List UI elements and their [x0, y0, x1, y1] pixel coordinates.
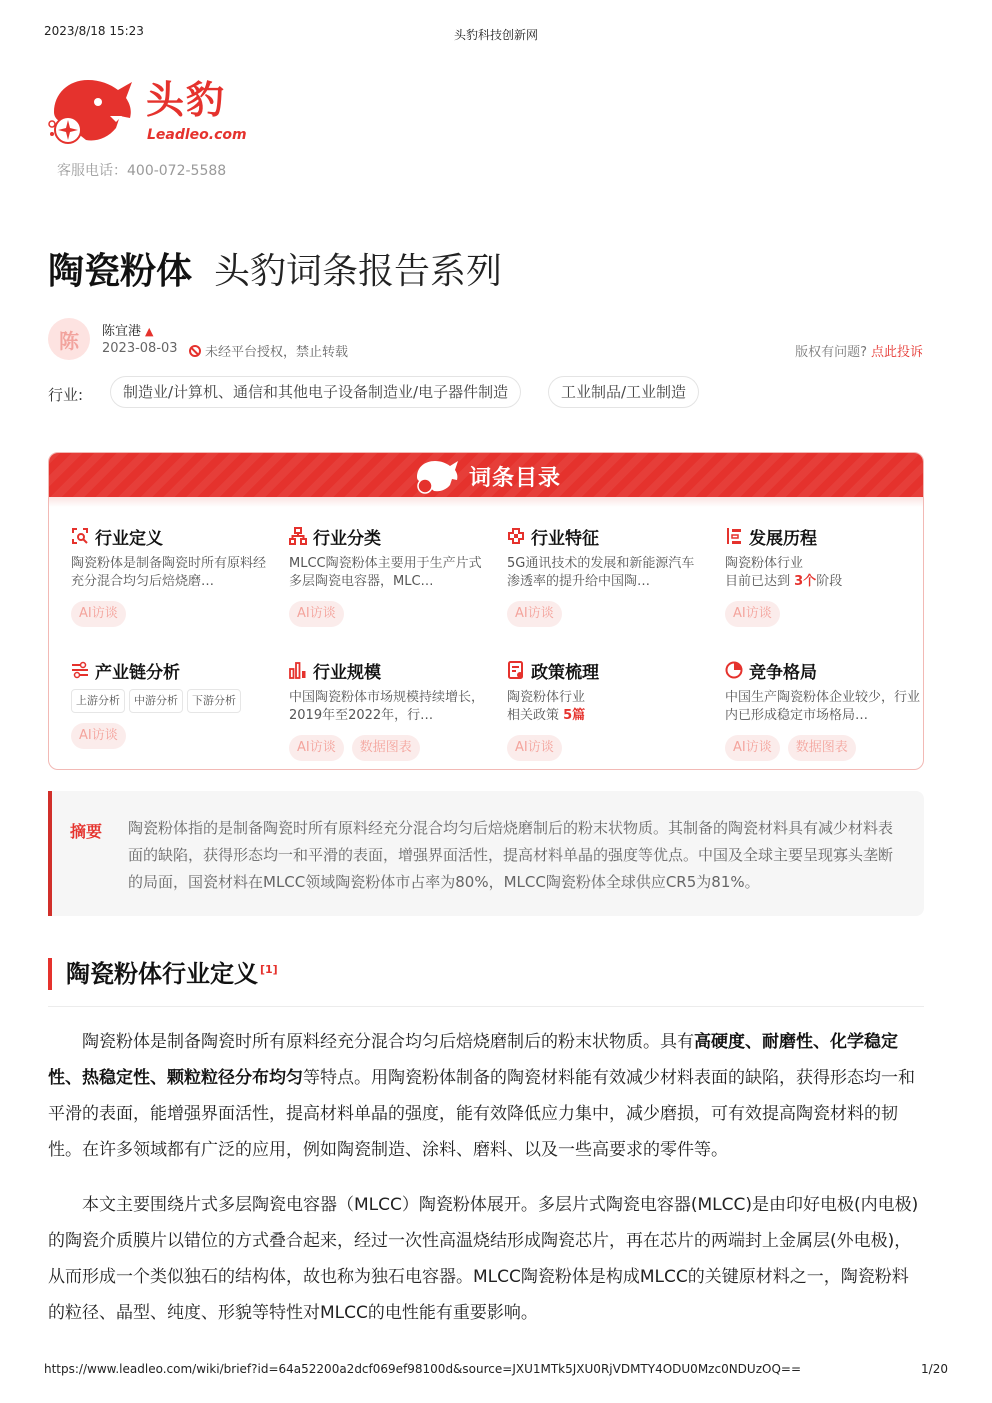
desc-prefix: 目前已达到 — [725, 574, 795, 589]
midstream-analysis-tag[interactable]: 中游分析 — [129, 689, 183, 713]
reference-link[interactable]: [1] — [260, 963, 278, 976]
toc-item-desc-line — [507, 707, 707, 725]
ai-interview-button[interactable]: AI访谈 — [289, 735, 344, 761]
toc-item-desc: 陶瓷粉体是制备陶瓷时所有原料经充分混合均匀后焙烧磨… — [71, 556, 267, 589]
classification-icon — [289, 527, 307, 545]
ai-interview-button[interactable]: AI访谈 — [507, 601, 562, 627]
toc-item-desc — [725, 555, 924, 591]
summary-label: 摘要 — [70, 822, 103, 841]
competition-icon — [725, 661, 743, 679]
toc-item-title: 竞争格局 — [749, 662, 817, 683]
data-chart-button[interactable]: 数据图表 — [352, 735, 420, 761]
desc-suffix: 阶段 — [816, 574, 843, 589]
toc-item-title: 政策梳理 — [531, 662, 599, 683]
chain-sub-tags — [71, 689, 271, 713]
toc-leopard-icon — [413, 457, 463, 495]
downstream-analysis-tag[interactable]: 下游分析 — [187, 689, 241, 713]
scale-icon — [289, 661, 307, 679]
ai-interview-button[interactable]: AI访谈 — [71, 601, 126, 627]
data-chart-button[interactable]: 数据图表 — [788, 735, 856, 761]
paragraph-text: 等特点。用陶瓷粉体制备的陶瓷材料能有效减少材料表面的缺陷，获得形态均一和平滑的表面，能增强界面活性，提高材料单晶的强度，能有效降低应力集中，减少磨损，可有效提高陶瓷材料的韧性。在许多领域都有广泛的应用，例如陶瓷制造、涂料、磨料、以及一些高要求的零件等。 — [48, 1068, 915, 1160]
toc-item-title: 行业特征 — [531, 528, 599, 549]
upstream-analysis-tag[interactable]: 上游分析 — [71, 689, 125, 713]
feature-icon — [507, 527, 525, 545]
toc-item-desc: 中国陶瓷粉体市场规模持续增长，2019年至2022年，行… — [289, 690, 485, 723]
leopard-logo-icon — [46, 72, 138, 148]
brand-logo[interactable] — [46, 72, 256, 152]
complaint-link[interactable]: 点此投诉 — [870, 345, 923, 360]
industry-tag-industrial[interactable]: 工业制品/工业制造 — [548, 376, 699, 408]
section-heading — [48, 958, 278, 990]
page-title — [48, 243, 502, 294]
ai-interview-button[interactable]: AI访谈 — [71, 723, 126, 749]
ai-interview-button[interactable]: AI访谈 — [725, 735, 780, 761]
definition-icon — [71, 527, 89, 545]
summary-box — [48, 791, 924, 916]
copyright-question: 版权有问题? — [795, 345, 867, 360]
toc-card — [48, 452, 924, 770]
toc-item-definition[interactable] — [71, 525, 271, 627]
toc-item-desc-line — [725, 573, 924, 591]
toc-item-desc: 中国生产陶瓷粉体企业较少，行业内已形成稳定市场格局… — [725, 690, 921, 723]
policy-icon — [507, 661, 525, 679]
chain-icon — [71, 661, 89, 679]
toc-item-desc: 5G通讯技术的发展和新能源汽车渗透率的提升给中国陶… — [507, 556, 695, 589]
history-icon — [725, 527, 743, 545]
paragraph-text: 陶瓷粉体是制备陶瓷时所有原料经充分混合均匀后焙烧磨制后的粉末状物质。具有 — [82, 1032, 694, 1052]
toc-item-desc-line: 陶瓷粉体行业 — [507, 690, 586, 705]
policy-count: 5篇 — [563, 708, 586, 723]
body-paragraph-1 — [48, 1024, 922, 1168]
rights-notice-text: 未经平台授权，禁止转载 — [205, 345, 349, 360]
service-hotline: 客服电话：400-072-5588 — [57, 163, 227, 179]
brand-name-en: Leadleo.com — [147, 127, 247, 143]
print-datetime: 2023/8/18 15:23 — [44, 24, 144, 38]
summary-text: 陶瓷粉体指的是制备陶瓷时所有原料经充分混合均匀后焙烧磨制后的粉末状物质。其制备的陶瓷材料具有减少材料表面的缺陷，获得形态均一和平滑的表面，增强界面活性，提高材料单晶的强度等优点。中国及全球主要呈现寡头垄断的局面，国瓷材料在MLCC领域陶瓷粉体市占率为80%，MLCC陶瓷粉体全球供应CR5为81%。 — [128, 819, 894, 891]
page-number: 1/20 — [921, 1362, 948, 1376]
toc-item-title: 行业分类 — [313, 528, 381, 549]
toc-item-classification[interactable] — [289, 525, 489, 627]
brand-name-cn: 头豹 — [146, 78, 227, 122]
toc-item-title: 行业定义 — [95, 528, 163, 549]
paragraph-bold-text: 高硬度、耐磨性、化学稳定性、热稳定性、颗粒粒径分布均匀 — [48, 1032, 898, 1088]
toc-item-policy[interactable] — [507, 659, 707, 761]
print-header — [44, 24, 948, 42]
section-divider — [48, 1006, 924, 1007]
print-site-title: 头豹科技创新网 — [453, 28, 538, 42]
verified-badge-icon: ▲ — [145, 325, 154, 338]
ai-interview-button[interactable]: AI访谈 — [507, 735, 562, 761]
section-title: 陶瓷粉体行业定义 — [66, 960, 258, 988]
ai-interview-button[interactable]: AI访谈 — [289, 601, 344, 627]
title-series: 头豹词条报告系列 — [214, 251, 503, 292]
toc-item-title: 发展历程 — [749, 528, 817, 549]
toc-title: 词条目录 — [469, 466, 562, 491]
toc-item-chain[interactable] — [71, 659, 271, 749]
toc-item-scale[interactable] — [289, 659, 489, 761]
toc-item-desc-line: 陶瓷粉体行业 — [725, 556, 804, 571]
ban-icon — [189, 345, 201, 357]
title-main: 陶瓷粉体 — [48, 251, 193, 292]
rights-notice — [189, 341, 348, 360]
toc-item-history[interactable] — [725, 525, 924, 627]
print-url: https://www.leadleo.com/wiki/brief?id=64a52200a2dcf069ef98100d&source=JXU1MTk5JXU0RjVDMTY4ODU0Mzc0NDUzOQ== — [44, 1362, 802, 1376]
toc-header-fade — [49, 497, 923, 507]
toc-item-title: 产业链分析 — [95, 662, 180, 683]
desc-prefix: 相关政策 — [507, 708, 564, 723]
stage-count: 3个 — [794, 574, 817, 589]
toc-item-feature[interactable] — [507, 525, 707, 627]
toc-item-desc — [507, 689, 707, 725]
toc-item-competition[interactable] — [725, 659, 924, 761]
toc-item-title: 行业规模 — [313, 662, 381, 683]
ai-interview-button[interactable]: AI访谈 — [725, 601, 780, 627]
body-paragraph-2: 本文主要围绕片式多层陶瓷电容器（MLCC）陶瓷粉体展开。多层片式陶瓷电容器(MLCC)是由印好电极(内电极)的陶瓷介质膜片以错位的方式叠合起来，经过一次性高温烧结形成陶瓷芯片，再在芯片的两端封上金属层(外电极)，从而形成一个类似独石的结构体，故也称为独石电容器。MLCC陶瓷粉体是构成MLCC的关键原材料之一，陶瓷粉料的粒径、晶型、纯度、形貌等特性对MLCC的电性能有重要影响。 — [48, 1195, 919, 1323]
publish-date: 2023-08-03 — [102, 341, 178, 356]
industry-tag-electronics[interactable]: 制造业/计算机、通信和其他电子设备制造业/电子器件制造 — [110, 376, 521, 408]
toc-item-desc: MLCC陶瓷粉体主要用于生产片式多层陶瓷电容器，MLC… — [289, 556, 482, 589]
author-avatar[interactable]: 陈 — [48, 318, 90, 360]
industry-label: 行业: — [48, 386, 84, 404]
toc-header — [49, 453, 923, 497]
author-name-text: 陈宜港 — [102, 324, 142, 339]
author-name[interactable] — [102, 320, 153, 339]
copyright-complaint — [795, 341, 923, 360]
